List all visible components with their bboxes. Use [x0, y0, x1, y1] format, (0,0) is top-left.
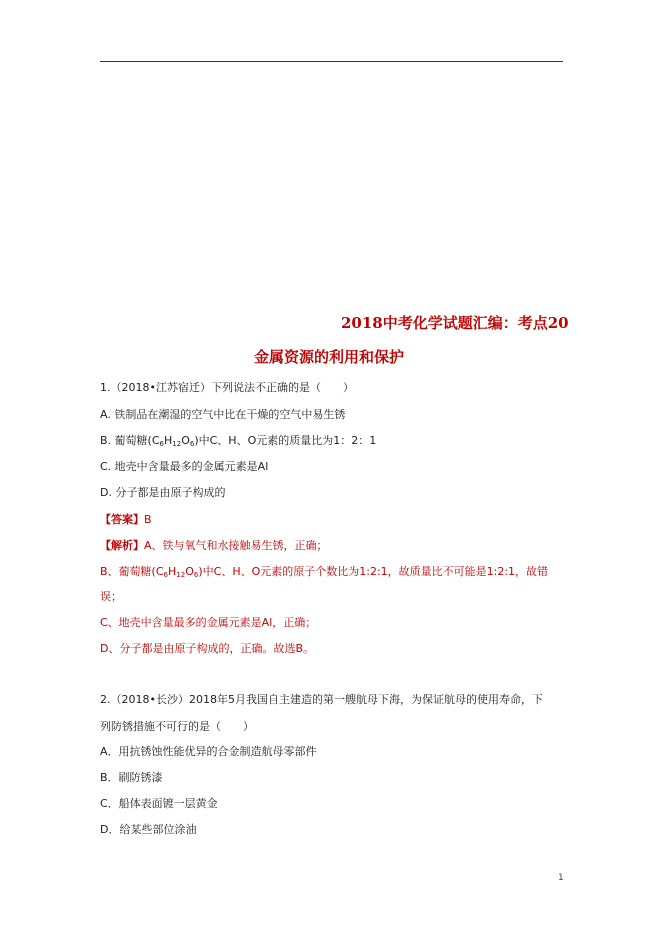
q1-answer: 【答案】B — [100, 513, 152, 526]
q1-analysis-d: D、分子都是由原子构成的，正确。故选B。 — [100, 642, 315, 655]
document-subtitle: 金属资源的利用和保护 — [254, 348, 405, 366]
q1-analysis-b: B、葡萄糖$(C_6H_{12}O_6)$中C、H、O元素的原子个数比为1:2:1，故质量比不可能是1:2:1，故错 — [100, 565, 549, 579]
q1-option-a: A. 铁制品在潮湿的空气中比在干燥的空气中易生锈 — [100, 408, 346, 421]
q1-stem: 1.（2018•江苏宿迁）下列说法不正确的是（ ） — [100, 381, 354, 394]
q2-option-c: C．船体表面镀一层黄金 — [100, 797, 218, 810]
q2-stem-line1: 2.（2018•长沙）2018年5月我国自主建造的第一艘航母下海，为保证航母的使用寿命，下 — [100, 693, 543, 706]
q2-stem-line2: 列防锈措施不可行的是（ ） — [100, 720, 254, 733]
q2-option-a: A．用抗锈蚀性能优异的合金制造航母零部件 — [100, 745, 317, 758]
page-number: 1 — [558, 873, 564, 883]
q1-option-d: D. 分子都是由原子构成的 — [100, 486, 226, 499]
header-rule — [100, 61, 563, 62]
q1-analysis-a: 【解析】A、铁与氧气和水接触易生锈，正确； — [100, 539, 328, 552]
q2-option-d: D．给某些部位涂油 — [100, 823, 197, 836]
q1-option-b: B. 葡萄糖$(C_6H_{12}O_6)$中C、H、O元素的质量比为1：2：1 — [100, 434, 377, 448]
q1-analysis-c: C、地壳中含量最多的金属元素是Al，正确； — [100, 616, 317, 629]
document-title: 2018中考化学试题汇编：考点20 — [341, 314, 569, 332]
q2-option-b: B．刷防锈漆 — [100, 771, 163, 784]
q1-analysis-b-cont: 误； — [100, 590, 122, 603]
q1-option-c: C. 地壳中含量最多的金属元素是Al — [100, 460, 269, 473]
